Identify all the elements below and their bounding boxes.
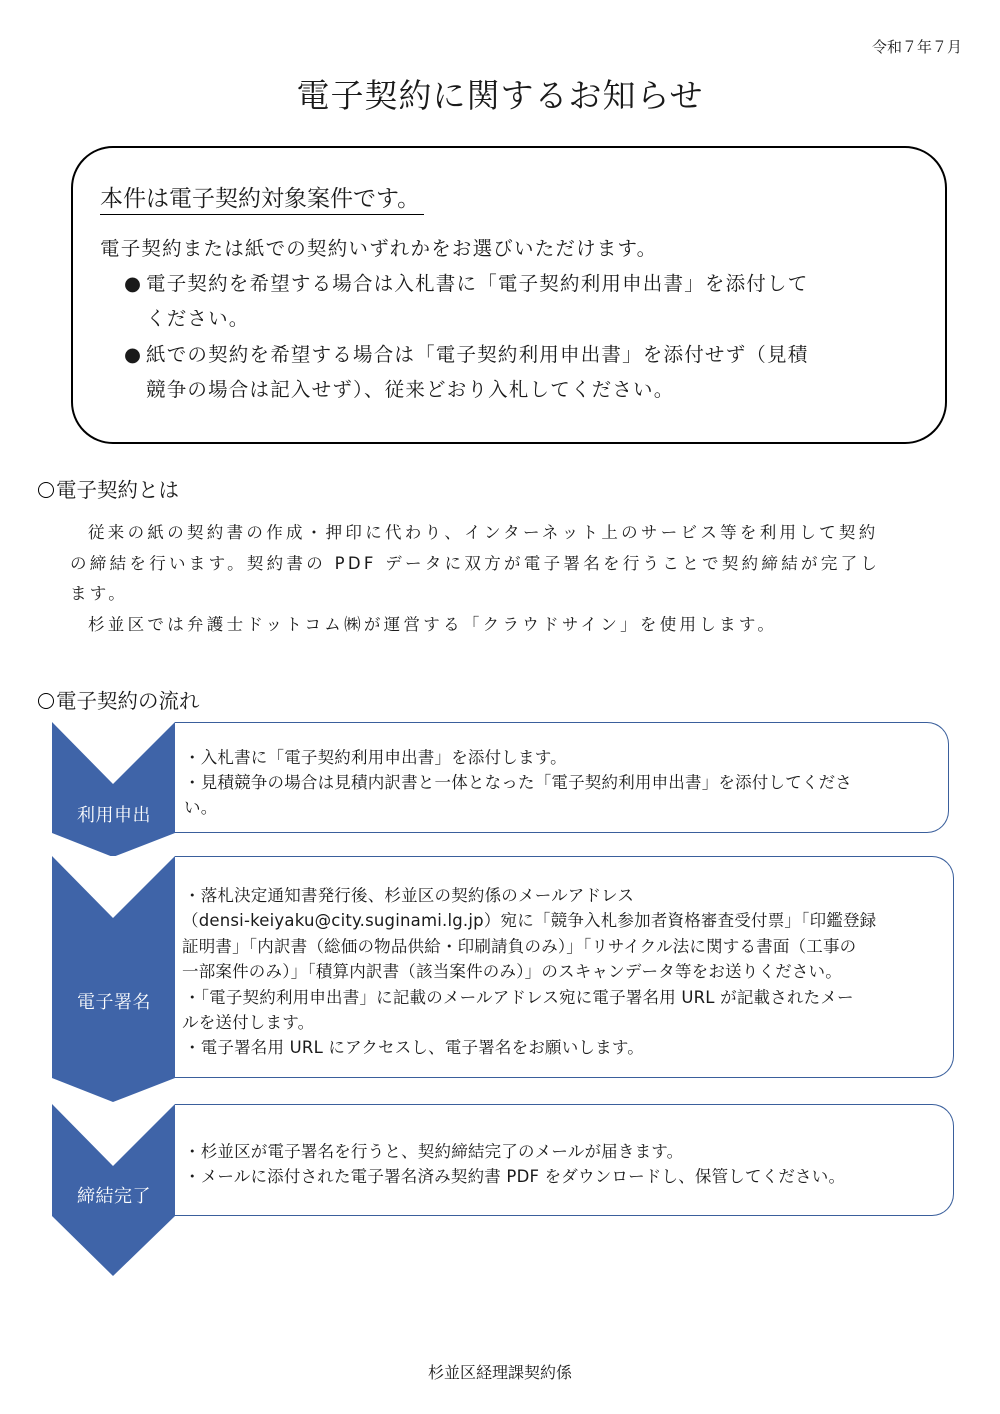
step-1-line: ・入札書に「電子契約利用申出書」を添付します。 xyxy=(184,748,567,767)
step-2-label: 電子署名 xyxy=(77,992,151,1013)
about-paragraph-line-3: ます。 xyxy=(70,584,129,603)
bullet-icon: ● xyxy=(124,343,143,366)
bullet-icon: ● xyxy=(124,272,143,295)
notice-bullet-1-cont: ください。 xyxy=(146,307,250,330)
document-date: 令和７年７月 xyxy=(871,38,962,56)
step-1-line: い。 xyxy=(184,798,218,817)
step-2-line: ・落札決定通知書発行後、杉並区の契約係のメールアドレス xyxy=(184,886,635,905)
about-paragraph-line-4: 杉並区では弁護士ドットコム㈱が運営する「クラウドサイン」を使用します。 xyxy=(88,615,778,634)
about-paragraph-line-1: 従来の紙の契約書の作成・押印に代わり、インターネット上のサービス等を利用して契約 xyxy=(88,523,879,542)
about-paragraph-line-2: の締結を行います。契約書の PDF データに双方が電子署名を行うことで契約締結が完了し xyxy=(70,554,881,573)
page-title: 電子契約に関するお知らせ xyxy=(296,76,704,115)
step-2-line: （densi-keiyaku@city.suginami.lg.jp）宛に「競争入札参加者資格審査受付票」「印鑑登録 xyxy=(182,911,877,930)
notice-bullet-2-cont: 競争の場合は記入せず）、従来どおり入札してください。 xyxy=(146,378,675,401)
step-2-line: ルを送付します。 xyxy=(182,1013,315,1032)
step-3-label: 締結完了 xyxy=(77,1186,151,1207)
step-2-line: 一部案件のみ）」「積算内訳書（該当案件のみ）」のスキャンデータ等をお送りください。 xyxy=(182,962,842,981)
section-heading-about-text: 電子契約とは xyxy=(56,478,179,502)
footer-department: 杉並区経理課契約係 xyxy=(427,1363,572,1382)
step-2-line: ・電子署名用 URL にアクセスし、電子署名をお願いします。 xyxy=(184,1038,644,1057)
notice-heading: 本件は電子契約対象案件です。 xyxy=(100,184,424,215)
step-3-line: ・杉並区が電子署名を行うと、契約締結完了のメールが届きます。 xyxy=(184,1142,684,1161)
section-heading-flow-text: 電子契約の流れ xyxy=(56,689,200,713)
step-2-line: 証明書」「内訳書（総価の物品供給・印刷請負のみ）」「リサイクル法に関する書面（工事の xyxy=(182,937,857,956)
step-3-line: ・メールに添付された電子署名済み契約書 PDF をダウンロードし、保管してください。 xyxy=(184,1167,846,1186)
step-1-line: ・見積競争の場合は見積内訳書と一体となった「電子契約利用申出書」を添付してくださ xyxy=(184,773,852,792)
step-2-line: ・「電子契約利用申出書」に記載のメールアドレス宛に電子署名用 URL が記載されたメー xyxy=(184,988,854,1007)
notice-intro: 電子契約または紙での契約いずれかをお選びいただけます。 xyxy=(100,237,658,260)
step-1-label: 利用申出 xyxy=(77,805,151,826)
notice-bullet-2-text: 紙での契約を希望する場合は「電子契約利用申出書」を添付せず（見積 xyxy=(146,343,809,366)
notice-bullet-1-text: 電子契約を希望する場合は入札書に「電子契約利用申出書」を添付して xyxy=(146,272,809,295)
